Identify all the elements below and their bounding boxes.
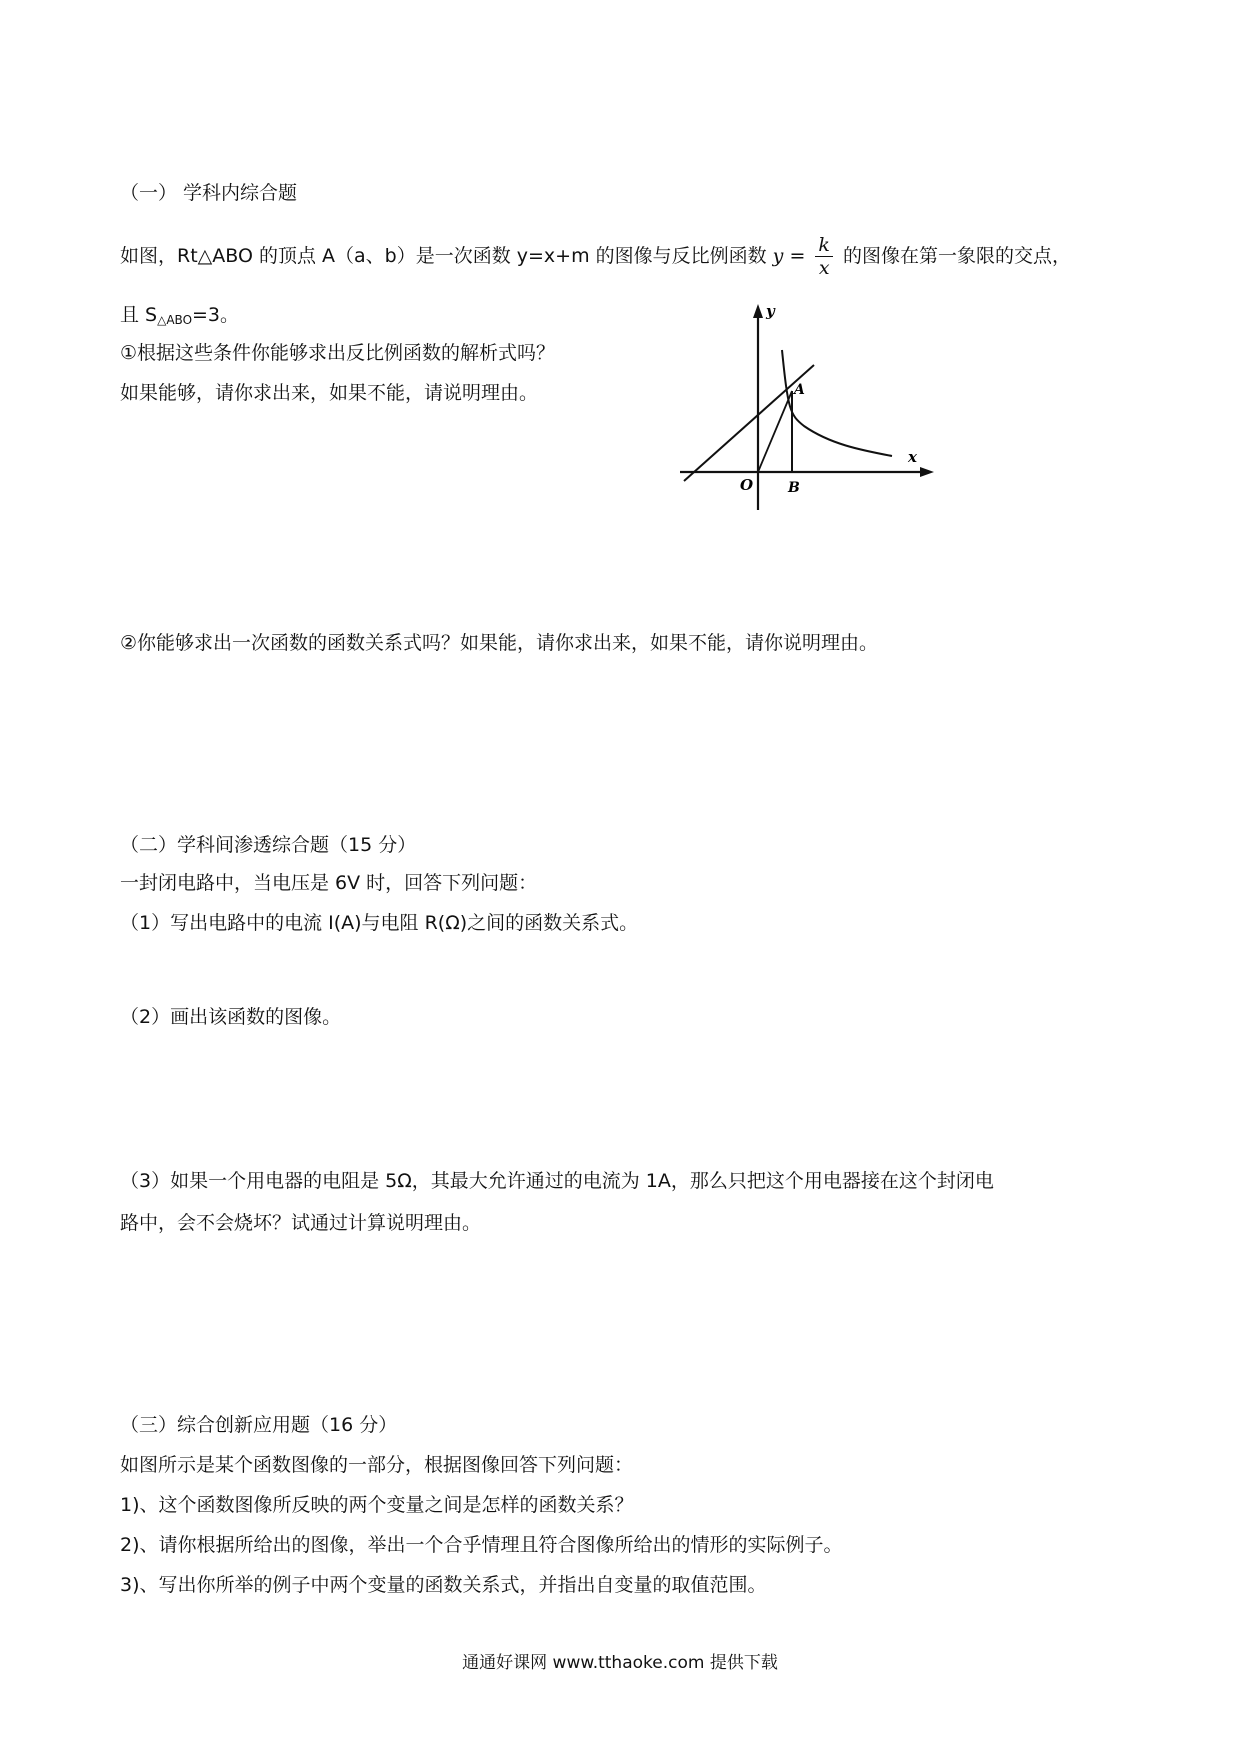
section1-question1-cont: 如果能够，请你求出来，如果不能，请说明理由。: [120, 382, 539, 404]
label-o: O: [740, 476, 754, 494]
formula-numerator: k: [815, 234, 833, 257]
segment-oa: [758, 391, 792, 472]
label-a: A: [794, 382, 805, 398]
section1-intro: [120, 234, 1071, 279]
section2-intro: 一封闭电路中，当电压是 6V 时，回答下列问题：: [120, 872, 538, 894]
section2-question1: （1）写出电路中的电流 I(A)与电阻 R(Ω)之间的函数关系式。: [120, 912, 639, 934]
section1-question2: ②你能够求出一次函数的函数关系式吗？如果能，请你求出来，如果不能，请你说明理由。: [120, 632, 879, 654]
section1-question1: ①根据这些条件你能够求出反比例函数的解析式吗？: [120, 342, 556, 364]
formula-fraction: [815, 234, 833, 279]
formula-lhs: y =: [772, 245, 806, 267]
area-prefix: 且 S: [120, 304, 158, 326]
section3-question3: 3)、写出你所举的例子中两个变量的函数关系式，并指出自变量的取值范围。: [120, 1574, 767, 1596]
y-axis-arrow: [753, 304, 763, 318]
label-b: B: [788, 480, 800, 496]
formula-denominator: x: [818, 257, 830, 279]
label-y: y: [766, 302, 775, 320]
section1-area-condition: [120, 302, 239, 333]
page-footer: 通通好课网 www.tthaoke.com 提供下载: [462, 1653, 778, 1673]
section1-intro-part1: 如图，Rt△ABO 的顶点 A（a、b）是一次函数 y=x+m 的图像与反比例函数: [120, 245, 767, 267]
area-suffix: =3。: [192, 304, 240, 326]
section2-question3-line1: （3）如果一个用电器的电阻是 5Ω，其最大允许通过的电流为 1A，那么只把这个用电器接在这个封闭电: [120, 1170, 994, 1192]
section3-question1: 1)、这个函数图像所反映的两个变量之间是怎样的函数关系？: [120, 1494, 634, 1516]
section2-title: （二）学科间渗透综合题（15 分）: [120, 834, 417, 856]
label-x: x: [908, 448, 917, 466]
section3-intro: 如图所示是某个函数图像的一部分，根据图像回答下列问题：: [120, 1454, 634, 1476]
section2-question3-line2: 路中，会不会烧坏？试通过计算说明理由。: [120, 1212, 482, 1234]
section1-title: （一） 学科内综合题: [120, 182, 298, 204]
hyperbola-curve: [782, 350, 892, 456]
area-subscript: △ABO: [157, 313, 193, 327]
x-axis-arrow: [920, 467, 934, 477]
section1-intro-part2: 的图像在第一象限的交点，: [842, 245, 1071, 267]
function-graph-figure: [680, 300, 940, 520]
section2-question2: （2）画出该函数的图像。: [120, 1006, 342, 1028]
section3-question2: 2)、请你根据所给出的图像，举出一个合乎情理且符合图像所给出的情形的实际例子。: [120, 1534, 843, 1556]
section3-title: （三）综合创新应用题（16 分）: [120, 1414, 398, 1436]
